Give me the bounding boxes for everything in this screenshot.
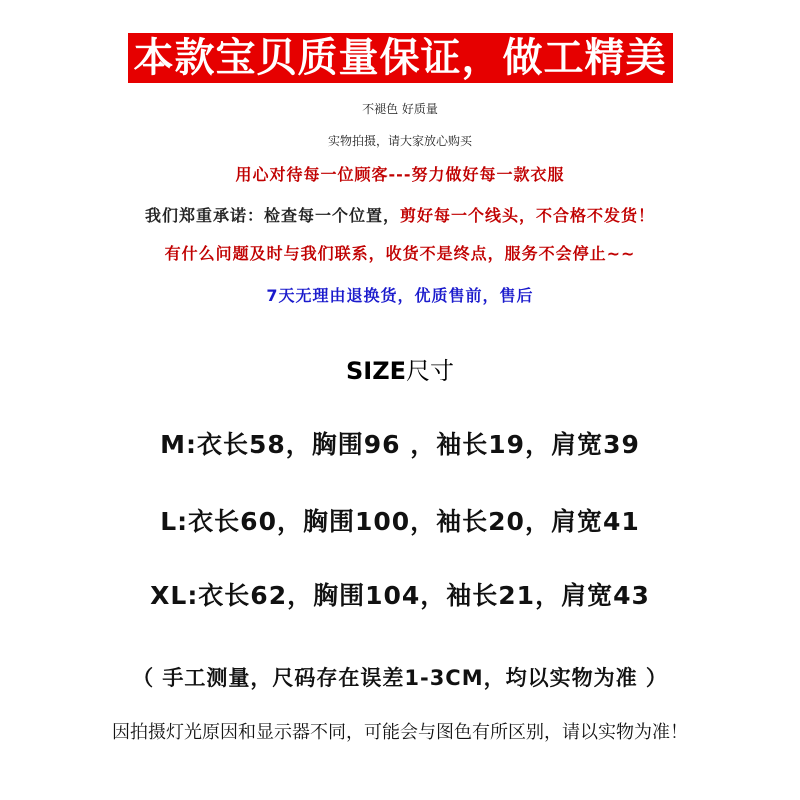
- banner-container: [0, 33, 800, 83]
- promise-line-2: [0, 203, 800, 226]
- measurement-note: （ 手工测量，尺码存在误差1-3CM，均以实物为准 ）: [132, 666, 668, 690]
- return-policy-text: 7天无理由退换货，优质售前，售后: [266, 286, 534, 305]
- size-row-m: M:衣长58，胸围96 ，袖长19，肩宽39: [160, 430, 640, 459]
- no-fade-text: 不褪色 好质量: [362, 102, 438, 116]
- size-title: [0, 351, 800, 386]
- quality-banner: 本款宝贝质量保证，做工精美: [128, 33, 673, 83]
- size-row-xl: XL:衣长62，胸围104，袖长21，肩宽43: [150, 581, 650, 610]
- real-photo-text: 实物拍摄，请大家放心购买: [327, 134, 472, 148]
- size-row-l: L:衣长60，胸围100，袖长20，肩宽41: [160, 507, 640, 536]
- promise-line-2-suffix: 剪好每一个线头，不合格不发货！: [400, 206, 656, 225]
- size-title-bold: SIZE: [345, 357, 406, 385]
- footer-disclaimer: 因拍摄灯光原因和显示器不同，可能会与图色有所区别，请以实物为准！: [112, 722, 688, 743]
- promise-line-2-prefix: 我们郑重承诺：检查每一个位置，: [144, 206, 400, 225]
- promise-line-1: 用心对待每一位顾客---努力做好每一款衣服: [235, 165, 565, 184]
- promise-line-3: 有什么问题及时与我们联系，收货不是终点，服务不会停止~~: [164, 244, 636, 263]
- size-title-rest: 尺寸: [406, 357, 454, 385]
